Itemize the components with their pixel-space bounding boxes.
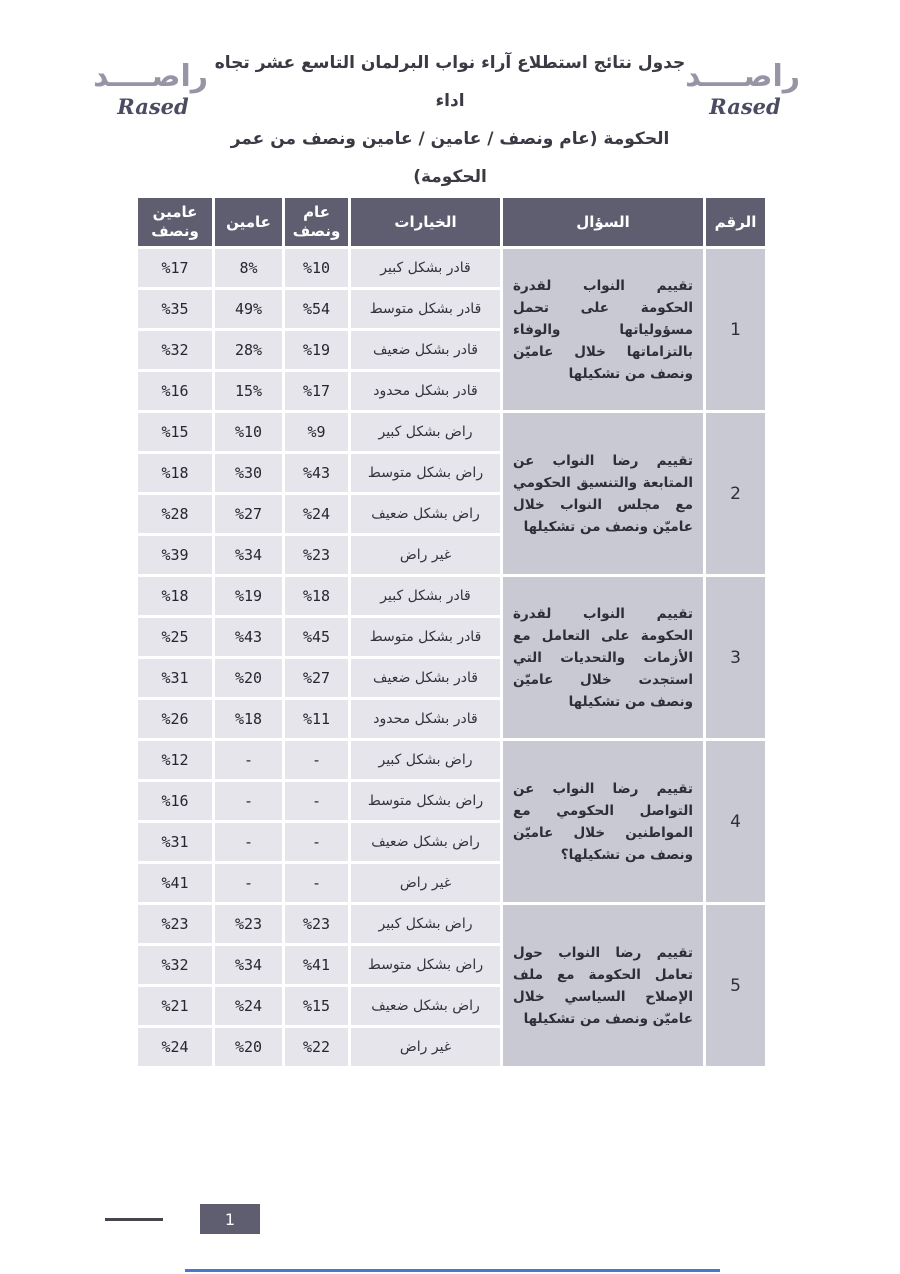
value-cell: %16: [137, 781, 214, 822]
option-cell: قادر بشكل ضعيف: [350, 330, 502, 371]
option-cell: راض بشكل كبير: [350, 740, 502, 781]
col-header-question: السؤال: [502, 197, 705, 248]
col-header-year-and-half: عام ونصف: [284, 197, 350, 248]
col-header-options: الخيارات: [350, 197, 502, 248]
report-title: [200, 44, 700, 196]
value-cell: 15%: [214, 371, 284, 412]
option-cell: راض بشكل ضعيف: [350, 822, 502, 863]
row-number-cell: 1: [705, 248, 767, 412]
value-cell: %34: [214, 535, 284, 576]
value-cell: %24: [214, 986, 284, 1027]
option-cell: غير راض: [350, 1027, 502, 1068]
value-cell: %43: [214, 617, 284, 658]
page-number-badge: 1: [200, 1204, 260, 1234]
value-cell: %45: [284, 617, 350, 658]
table-row: [137, 576, 767, 617]
value-cell: %26: [137, 699, 214, 740]
value-cell: %23: [284, 904, 350, 945]
option-cell: راض بشكل ضعيف: [350, 986, 502, 1027]
value-cell: -: [214, 781, 284, 822]
value-cell: %24: [284, 494, 350, 535]
value-cell: %35: [137, 289, 214, 330]
option-cell: راض بشكل متوسط: [350, 945, 502, 986]
col-header-two-and-half: عامين ونصف: [137, 197, 214, 248]
row-number-cell: 5: [705, 904, 767, 1068]
value-cell: %27: [284, 658, 350, 699]
value-cell: %39: [137, 535, 214, 576]
value-cell: %23: [137, 904, 214, 945]
value-cell: %27: [214, 494, 284, 535]
value-cell: %18: [137, 576, 214, 617]
value-cell: %23: [284, 535, 350, 576]
rased-logo-arabic-text: راصــــد: [685, 59, 800, 94]
value-cell: %32: [137, 945, 214, 986]
col-header-two-years: عامين: [214, 197, 284, 248]
value-cell: %30: [214, 453, 284, 494]
value-cell: %23: [214, 904, 284, 945]
value-cell: %24: [137, 1027, 214, 1068]
value-cell: %19: [284, 330, 350, 371]
value-cell: %19: [214, 576, 284, 617]
option-cell: قادر بشكل كبير: [350, 248, 502, 289]
value-cell: %9: [284, 412, 350, 453]
value-cell: %41: [137, 863, 214, 904]
value-cell: %31: [137, 822, 214, 863]
value-cell: -: [284, 863, 350, 904]
value-cell: -: [214, 740, 284, 781]
value-cell: %28: [137, 494, 214, 535]
row-number-cell: 3: [705, 576, 767, 740]
footer-rule: [105, 1218, 163, 1221]
report-title-line2: الحكومة (عام ونصف / عامين / عامين ونصف من عمر الحكومة): [230, 129, 670, 187]
value-cell: %20: [214, 658, 284, 699]
value-cell: %20: [214, 1027, 284, 1068]
option-cell: قادر بشكل ضعيف: [350, 658, 502, 699]
report-title-line1: جدول نتائج استطلاع آراء نواب البرلمان التاسع عشر تجاه اداء: [214, 53, 686, 111]
value-cell: %34: [214, 945, 284, 986]
option-cell: قادر بشكل متوسط: [350, 617, 502, 658]
value-cell: -: [284, 740, 350, 781]
value-cell: 49%: [214, 289, 284, 330]
option-cell: قادر بشكل كبير: [350, 576, 502, 617]
value-cell: %18: [214, 699, 284, 740]
value-cell: -: [214, 822, 284, 863]
option-cell: قادر بشكل محدود: [350, 371, 502, 412]
table-header-row: [137, 197, 767, 248]
question-cell: تقييم النواب لقدرة الحكومة على تحمل مسؤولياتها والوفاء بالتزاماتها خلال عاميّن ونصف من تشكيلها: [502, 248, 705, 412]
value-cell: %31: [137, 658, 214, 699]
value-cell: %17: [284, 371, 350, 412]
option-cell: راض بشكل كبير: [350, 412, 502, 453]
value-cell: 28%: [214, 330, 284, 371]
value-cell: %10: [284, 248, 350, 289]
row-number-cell: 2: [705, 412, 767, 576]
value-cell: %16: [137, 371, 214, 412]
option-cell: قادر بشكل متوسط: [350, 289, 502, 330]
question-cell: تقييم رضا النواب عن المتابعة والتنسيق الحكومي مع مجلس النواب خلال عاميّن ونصف من تشكيلها: [502, 412, 705, 576]
rased-logo-left: [93, 59, 208, 120]
rased-logo-latin-text: Rased: [117, 94, 189, 119]
row-number-cell: 4: [705, 740, 767, 904]
option-cell: راض بشكل متوسط: [350, 453, 502, 494]
value-cell: %10: [214, 412, 284, 453]
value-cell: %11: [284, 699, 350, 740]
value-cell: %41: [284, 945, 350, 986]
value-cell: %22: [284, 1027, 350, 1068]
survey-results-table: [135, 195, 768, 1069]
question-cell: تقييم رضا النواب حول تعامل الحكومة مع ملف الإصلاح السياسي خلال عاميّن ونصف من تشكيلها: [502, 904, 705, 1068]
value-cell: -: [214, 863, 284, 904]
question-cell: تقييم رضا النواب عن التواصل الحكومي مع المواطنين خلال عاميّن ونصف من تشكيلها؟: [502, 740, 705, 904]
value-cell: -: [284, 781, 350, 822]
table-row: [137, 412, 767, 453]
value-cell: -: [284, 822, 350, 863]
value-cell: %17: [137, 248, 214, 289]
table-row: [137, 740, 767, 781]
rased-logo-right: [685, 59, 800, 120]
value-cell: %32: [137, 330, 214, 371]
value-cell: %21: [137, 986, 214, 1027]
table-row: [137, 248, 767, 289]
value-cell: %25: [137, 617, 214, 658]
value-cell: %12: [137, 740, 214, 781]
value-cell: %54: [284, 289, 350, 330]
table-row: [137, 904, 767, 945]
value-cell: %15: [284, 986, 350, 1027]
option-cell: راض بشكل متوسط: [350, 781, 502, 822]
value-cell: 8%: [214, 248, 284, 289]
value-cell: %43: [284, 453, 350, 494]
question-cell: تقييم النواب لقدرة الحكومة على التعامل مع الأزمات والتحديات التي استجدت خلال عاميّن ونصف من تشكيلها: [502, 576, 705, 740]
option-cell: قادر بشكل محدود: [350, 699, 502, 740]
option-cell: غير راض: [350, 535, 502, 576]
option-cell: راض بشكل ضعيف: [350, 494, 502, 535]
value-cell: %15: [137, 412, 214, 453]
option-cell: غير راض: [350, 863, 502, 904]
rased-logo-latin-text: Rased: [709, 94, 781, 119]
bottom-accent-line: [185, 1269, 720, 1272]
rased-logo-arabic-text: راصــــد: [93, 59, 208, 94]
value-cell: %18: [284, 576, 350, 617]
option-cell: راض بشكل كبير: [350, 904, 502, 945]
value-cell: %18: [137, 453, 214, 494]
col-header-number: الرقم: [705, 197, 767, 248]
